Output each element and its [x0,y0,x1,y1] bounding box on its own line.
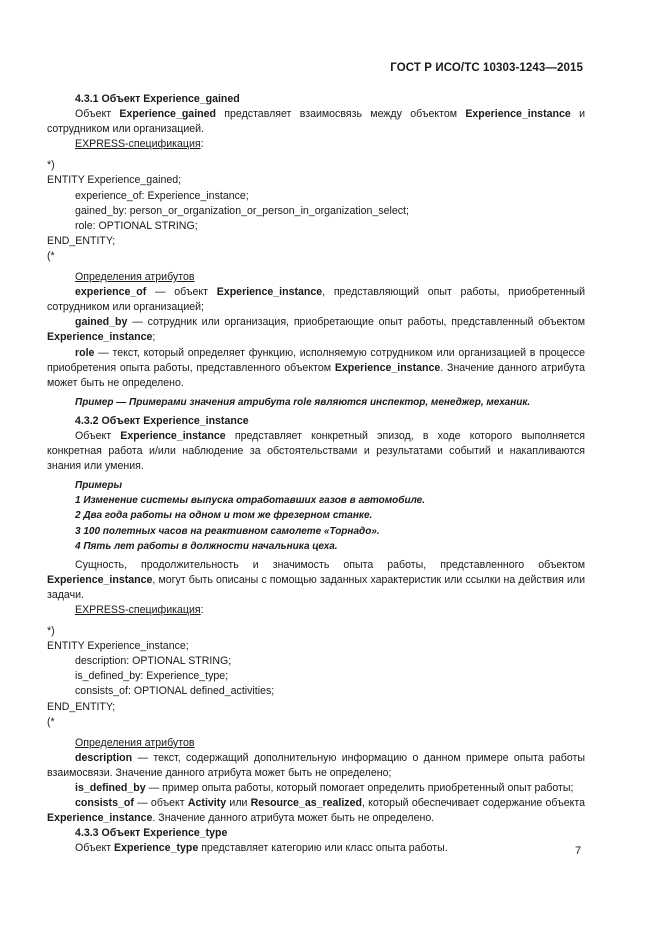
document-header: ГОСТ Р ИСО/ТС 10303-1243—2015 [390,62,583,74]
example-item: 2 Два года работы на одном и том же фрезерном станке. [75,510,373,522]
code-line: is_defined_by: Experience_type; [75,670,229,683]
code-line: END_ENTITY; [47,700,116,713]
code-line: ENTITY Experience_instance; [47,640,189,653]
example-item: 4 Пять лет работы в должности начальника цеха. [75,540,338,552]
example-item: 3 100 полетных часов на реактивном самолете «Торнадо». [75,525,380,537]
code-line: *) [47,159,55,172]
code-line: role: OPTIONAL STRING; [75,219,198,232]
page-number: 7 [575,845,582,857]
paragraph: Объект Experience_gained представляет взаимосвязь между объектом Experience_instance и сотрудником или организацией. [47,108,585,136]
code-line: (* [47,715,55,728]
code-line: experience_of: Experience_instance; [75,189,249,202]
paragraph: Объект Experience_type представляет категорию или класс опыта работы. [75,842,448,855]
examples-title: Примеры [75,480,123,492]
code-line: END_ENTITY; [47,234,116,247]
attribute-definition: experience_of — объект Experience_instance, представляющий опыт работы, приобретенный сотрудником или организацией; [47,286,585,314]
attribute-definition: description — текст, содержащий дополнительную информацию о данном примере опыта работы взаимосвязи. Значение данного атрибута может быть не определено; [47,751,585,779]
section-heading-4-3-3: 4.3.3 Объект Experience_type [75,827,228,840]
express-spec-label: EXPRESS-спецификация: [75,138,204,151]
section-heading-4-3-1: 4.3.1 Объект Experience_gained [75,93,240,105]
paragraph: Объект Experience_instance представляет конкретный эпизод, в ходе которого выполняется конкретная работа и/или наблюдение за обстоятельствами и результатами событий и накапливаются знания или умения. [47,429,585,473]
paragraph: Сущность, продолжительность и значимость опыта работы, представленного объектом Experience_instance, могут быть описаны с помощью заданных характеристик или ссылки на действия или задачи. [47,558,585,601]
page-content [47,92,585,857]
section-heading-4-3-2: 4.3.2 Объект Experience_instance [75,414,249,427]
attribute-definitions-label: Определения атрибутов [75,271,195,284]
code-line: consists_of: OPTIONAL defined_activities; [75,685,275,698]
attribute-definition: role — текст, который определяет функцию, исполняемую сотрудником или организацией в процессе приобретения опыта работы, представленного объектом Experience_instance. Значение данного атрибута может быть не определено. [47,346,585,389]
example-item: 1 Изменение системы выпуска отработавших газов в автомобиле. [75,495,426,507]
code-line: description: OPTIONAL STRING; [75,655,232,668]
code-line: *) [47,625,55,638]
code-line: ENTITY Experience_gained; [47,174,182,187]
example-note: Пример — Примерами значения атрибута role являются инспектор, менеджер, механик. [75,396,531,408]
code-line: gained_by: person_or_organization_or_person_in_organization_select; [75,204,409,217]
attribute-definition: consists_of — объект Activity или Resource_as_realized, который обеспечивает содержание объекта Experience_instance. Значение данного атрибута может быть не определено. [47,797,586,825]
attribute-definition: gained_by — сотрудник или организация, приобретающие опыт работы, представленный объектом Experience_instance; [47,316,585,344]
attribute-definitions-label: Определения атрибутов [75,736,195,749]
attribute-definition: is_defined_by — пример опыта работы, который помогает определить приобретенный опыт работы; [75,782,574,795]
code-line: (* [47,249,55,262]
express-spec-label: EXPRESS-спецификация: [75,604,204,616]
